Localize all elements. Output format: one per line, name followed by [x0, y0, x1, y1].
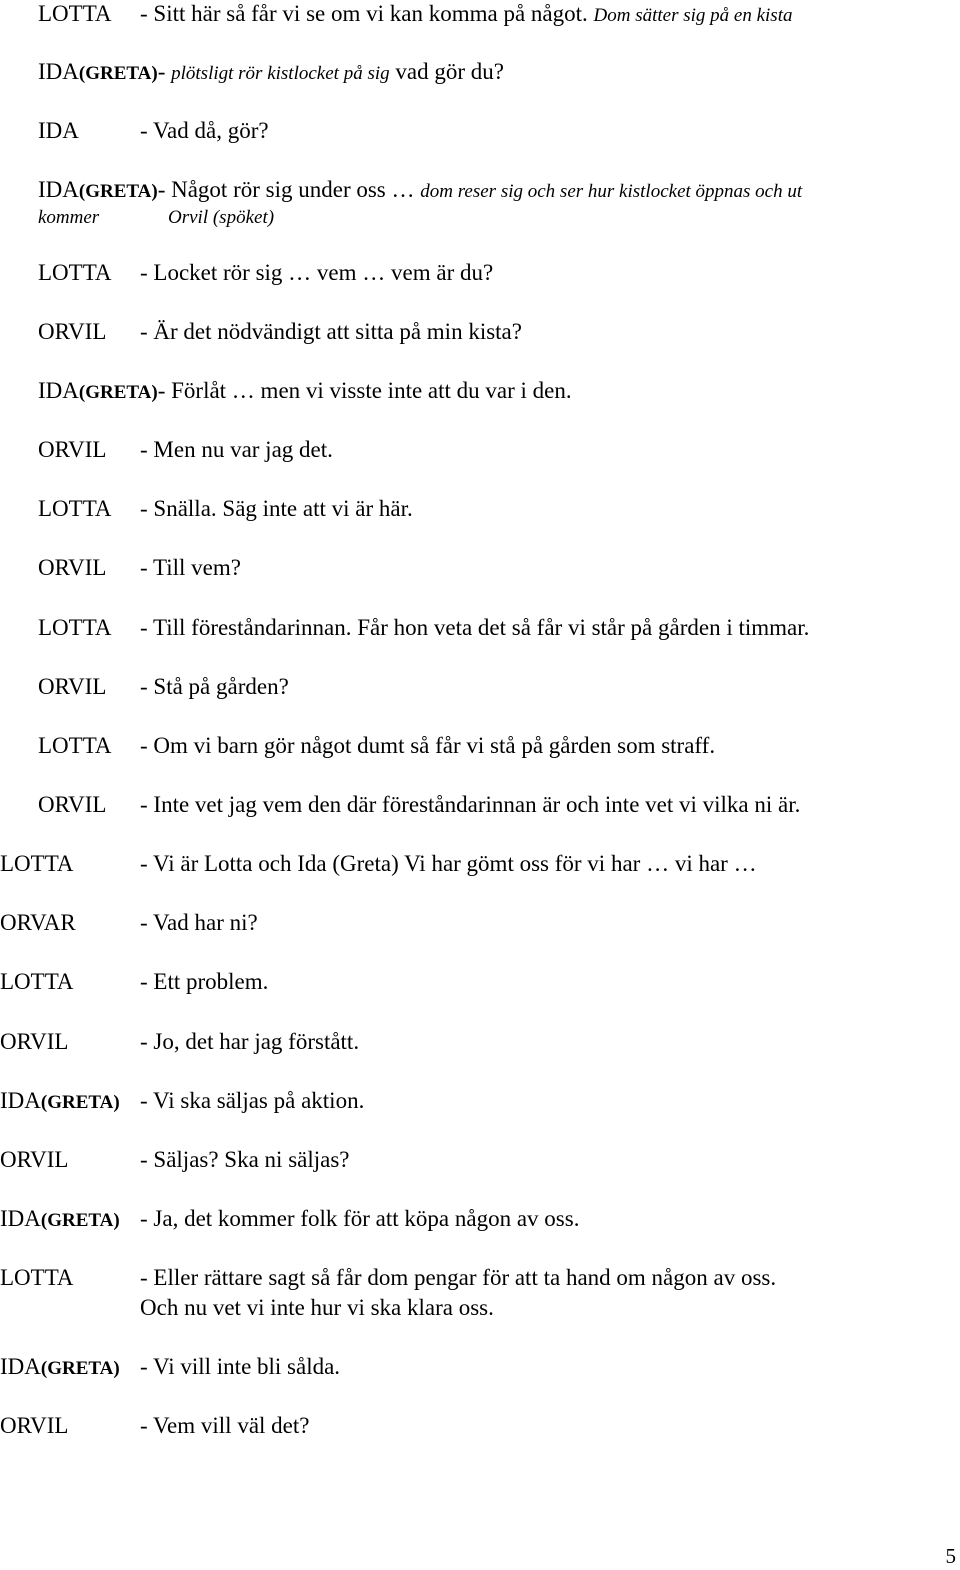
speaker-name: IDA: [38, 59, 79, 84]
dialogue-line: [0, 968, 268, 996]
speaker-name: IDA: [38, 378, 79, 403]
line-text: - Vi vill inte bli sålda.: [140, 1354, 341, 1379]
dialogue-line: [38, 614, 809, 642]
dialogue-line: [0, 1087, 364, 1117]
stage-direction-line: [38, 202, 274, 232]
dialogue-line: [38, 495, 413, 523]
dialogue-line: [0, 1412, 309, 1440]
speaker-name: IDA: [0, 1088, 41, 1113]
line-text: - Om vi barn gör något dumt så får vi stå på gården som straff.: [140, 733, 716, 758]
speaker-name: LOTTA: [38, 615, 112, 640]
dash: -: [157, 59, 166, 84]
speaker-name: ORVIL: [0, 1413, 69, 1438]
dialogue-line: [38, 259, 493, 287]
speaker-name: ORVIL: [38, 319, 107, 344]
speaker-cell: [0, 1205, 140, 1235]
dialogue-line: [0, 1205, 579, 1235]
line-text: - Till vem?: [140, 555, 241, 580]
line-text: - Stå på gården?: [140, 674, 289, 699]
dialogue-line: [0, 1146, 350, 1174]
stage-direction: Dom sätter sig på en kista: [593, 5, 793, 26]
line-text: - Är det nödvändigt att sitta på min kista?: [140, 319, 522, 344]
line-text: - Vad har ni?: [140, 910, 258, 935]
dialogue-line: [38, 554, 241, 582]
dialogue-line: [38, 436, 333, 464]
speaker-name: ORVIL: [0, 1147, 69, 1172]
line-text: - Vem vill väl det?: [140, 1413, 310, 1438]
speaker-name: LOTTA: [38, 496, 112, 521]
line-text: - Ett problem.: [140, 969, 269, 994]
line-text: - Förlåt … men vi visste inte att du var i den.: [157, 378, 572, 403]
continuation-line: [140, 1294, 494, 1322]
speaker-role: (GRETA): [40, 1092, 120, 1113]
line-text: - Inte vet jag vem den där föreståndarinnan är och inte vet vi vilka ni är.: [140, 792, 801, 817]
speaker-cell: [0, 1087, 140, 1117]
line-text: - Ja, det kommer folk för att köpa någon av oss.: [140, 1206, 580, 1231]
speaker-name: ORVIL: [38, 792, 107, 817]
line-text: - Sitt här så får vi se om vi kan komma på något.: [140, 1, 588, 26]
stage-direction: plötsligt rör kistlocket på sig: [171, 63, 390, 84]
speaker-role: (GRETA): [78, 382, 158, 403]
speaker-name: LOTTA: [38, 260, 112, 285]
speaker-name: IDA: [38, 177, 79, 202]
dialogue-line: [38, 791, 800, 819]
line-text: - Något rör sig under oss …: [157, 177, 415, 202]
stage-direction: dom reser sig och ser hur kistlocket öppnas och ut: [420, 181, 803, 202]
speaker-role: (GRETA): [40, 1210, 120, 1231]
dialogue-line: [0, 1353, 340, 1383]
stage-direction: kommer: [38, 207, 100, 228]
speaker-name: LOTTA: [0, 969, 74, 994]
speaker-name: IDA: [38, 118, 79, 143]
line-text: - Locket rör sig … vem … vem är du?: [140, 260, 494, 285]
line-text: - Säljas? Ska ni säljas?: [140, 1147, 350, 1172]
speaker-name: LOTTA: [38, 1, 112, 26]
speaker-role: (GRETA): [78, 181, 158, 202]
speaker-name: ORVIL: [38, 437, 107, 462]
speaker-name: ORVIL: [38, 674, 107, 699]
speaker-role: (GRETA): [40, 1358, 120, 1379]
speaker-role: (GRETA): [78, 63, 158, 84]
dialogue-line: [38, 117, 269, 145]
line-text: - Eller rättare sagt så får dom pengar för att ta hand om någon av oss.: [140, 1265, 777, 1290]
dialogue-line: [0, 909, 258, 937]
speaker-name: LOTTA: [38, 733, 112, 758]
line-text: - Till föreståndarinnan. Får hon veta det så får vi står på gården i timmar.: [140, 615, 810, 640]
line-text: - Vad då, gör?: [140, 118, 269, 143]
speaker-name: ORVIL: [0, 1029, 69, 1054]
page-number: 5: [945, 1544, 956, 1568]
line-text: - Men nu var jag det.: [140, 437, 333, 462]
dialogue-line: [0, 850, 757, 878]
dialogue-line: [0, 1028, 359, 1056]
speaker-cell: [0, 1353, 140, 1383]
speaker-name: ORVAR: [0, 910, 76, 935]
line-text: - Vi ska säljas på aktion.: [140, 1088, 365, 1113]
speaker-name: ORVIL: [38, 555, 107, 580]
speaker-name: IDA: [0, 1354, 41, 1379]
stage-direction: Orvil (spöket): [168, 207, 275, 228]
speaker-name: LOTTA: [0, 851, 74, 876]
dialogue-line: [38, 673, 289, 701]
dialogue-line: [0, 1264, 776, 1292]
speaker-name: IDA: [0, 1206, 41, 1231]
dialogue-line: [38, 318, 522, 346]
speaker-name: LOTTA: [0, 1265, 74, 1290]
dialogue-line: [38, 732, 715, 760]
line-text: - Snälla. Säg inte att vi är här.: [140, 496, 413, 521]
dialogue-line: [38, 58, 504, 88]
dialogue-line: [38, 0, 792, 30]
line-text: vad gör du?: [395, 59, 504, 84]
line-text: Och nu vet vi inte hur vi ska klara oss.: [140, 1295, 494, 1320]
line-text: - Vi är Lotta och Ida (Greta) Vi har gömt oss för vi har … vi har …: [140, 851, 757, 876]
dialogue-line: [38, 377, 572, 407]
line-text: - Jo, det har jag förstått.: [140, 1029, 360, 1054]
